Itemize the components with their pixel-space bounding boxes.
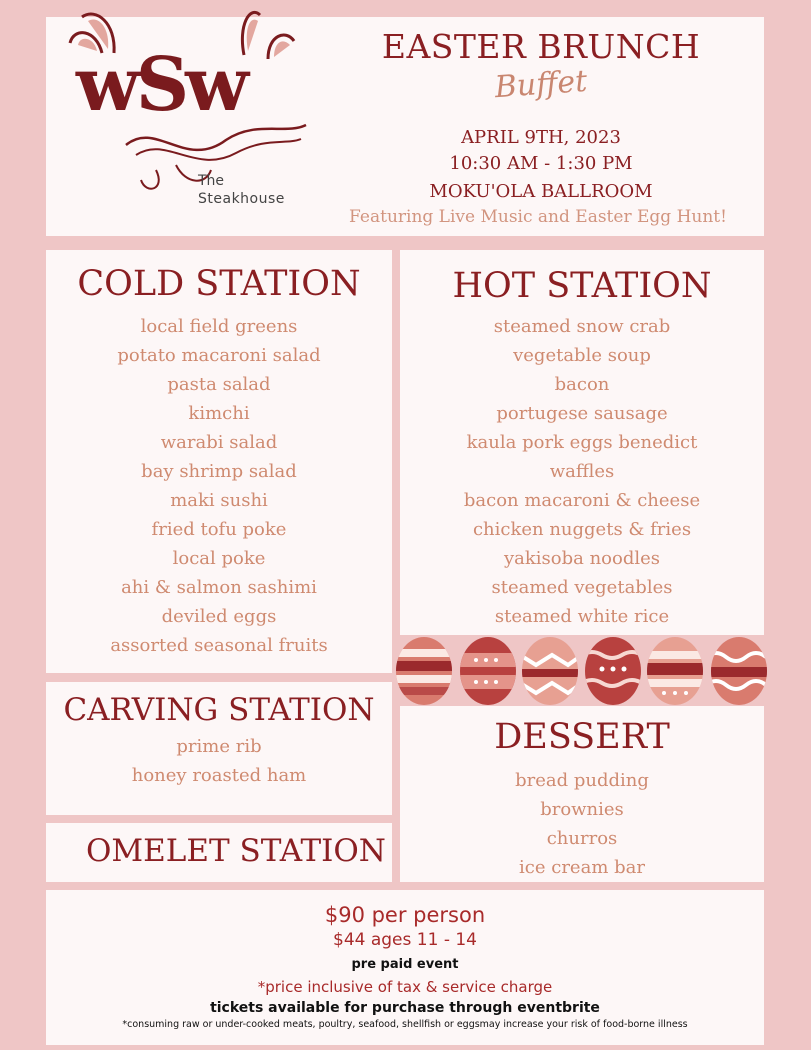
hot-station-title: HOT STATION [452, 266, 712, 306]
child-price: $44 ages 11 - 14 [333, 930, 477, 950]
list-item: deviled eggs [161, 606, 277, 627]
list-item: ice cream bar [519, 857, 645, 878]
list-item: steamed snow crab [493, 316, 671, 337]
easter-egg-icon [644, 635, 706, 707]
cold-station-panel [46, 250, 392, 673]
list-item: waffles [549, 461, 615, 482]
cold-station-list [46, 312, 392, 660]
list-item: local poke [172, 548, 266, 569]
carving-station-panel [46, 682, 392, 815]
list-item: warabi salad [160, 432, 278, 453]
carving-station-title: CARVING STATION [63, 692, 375, 728]
list-item: bacon [554, 374, 610, 395]
list-item: churros [546, 828, 618, 849]
dessert-panel [400, 706, 764, 882]
logo [46, 5, 326, 235]
easter-egg-icon [396, 635, 456, 707]
list-item: fried tofu poke [151, 519, 287, 540]
logo-wordmark: wSw [76, 42, 245, 128]
carving-station-list [46, 732, 392, 790]
list-item: assorted seasonal fruits [110, 635, 328, 656]
prepaid-note: pre paid event [351, 957, 459, 972]
list-item: chicken nuggets & fries [472, 519, 692, 540]
event-title: EASTER BRUNCH [381, 27, 701, 66]
event-featuring: Featuring Live Music and Easter Egg Hunt! [349, 207, 727, 227]
disclaimer: *consuming raw or under-cooked meats, poultry, seafood, shellfish or eggsmay increase your risk of food-borne illness [122, 1019, 688, 1030]
list-item: maki sushi [170, 490, 268, 511]
adult-price: $90 per person [324, 903, 486, 927]
dessert-title: DESSERT [494, 717, 670, 757]
list-item: steamed white rice [494, 606, 670, 627]
event-venue: MOKU'OLA BALLROOM [429, 181, 653, 202]
list-item: prime rib [176, 736, 262, 757]
event-time: 10:30 AM - 1:30 PM [449, 153, 633, 174]
tickets-note: tickets available for purchase through eventbrite [210, 1000, 600, 1016]
dessert-list [400, 766, 764, 882]
easter-egg-icon [520, 635, 582, 707]
easter-egg-strip [396, 635, 768, 707]
list-item: portugese sausage [496, 403, 668, 424]
hot-station-panel [400, 250, 764, 635]
list-item: pasta salad [167, 374, 271, 395]
omelet-station-title: OMELET STATION [86, 833, 386, 869]
list-item: bread pudding [515, 770, 649, 791]
cold-station-title: COLD STATION [77, 264, 361, 304]
list-item: kaula pork eggs benedict [466, 432, 698, 453]
hot-station-list [400, 312, 764, 631]
omelet-station-panel [46, 823, 392, 882]
list-item: yakisoba noodles [503, 548, 661, 569]
list-item: ahi & salmon sashimi [121, 577, 317, 598]
list-item: steamed vegetables [491, 577, 673, 598]
logo-sub-the: The [198, 173, 225, 189]
list-item: potato macaroni salad [117, 345, 321, 366]
event-subtitle: Buffet [493, 63, 589, 106]
event-date: APRIL 9TH, 2023 [461, 127, 621, 148]
list-item: local field greens [140, 316, 298, 337]
logo-sub-steakhouse: Steakhouse [198, 191, 285, 207]
list-item: brownies [540, 799, 624, 820]
list-item: bacon macaroni & cheese [463, 490, 701, 511]
pricing-panel [46, 890, 764, 1045]
list-item: vegetable soup [513, 345, 651, 366]
list-item: bay shrimp salad [141, 461, 297, 482]
inclusive-note: *price inclusive of tax & service charge [257, 978, 553, 996]
header-panel [46, 17, 764, 236]
easter-egg-icon [706, 635, 768, 707]
list-item: honey roasted ham [131, 765, 307, 786]
easter-egg-icon [456, 635, 520, 707]
easter-egg-icon [582, 635, 644, 707]
list-item: kimchi [188, 403, 250, 424]
